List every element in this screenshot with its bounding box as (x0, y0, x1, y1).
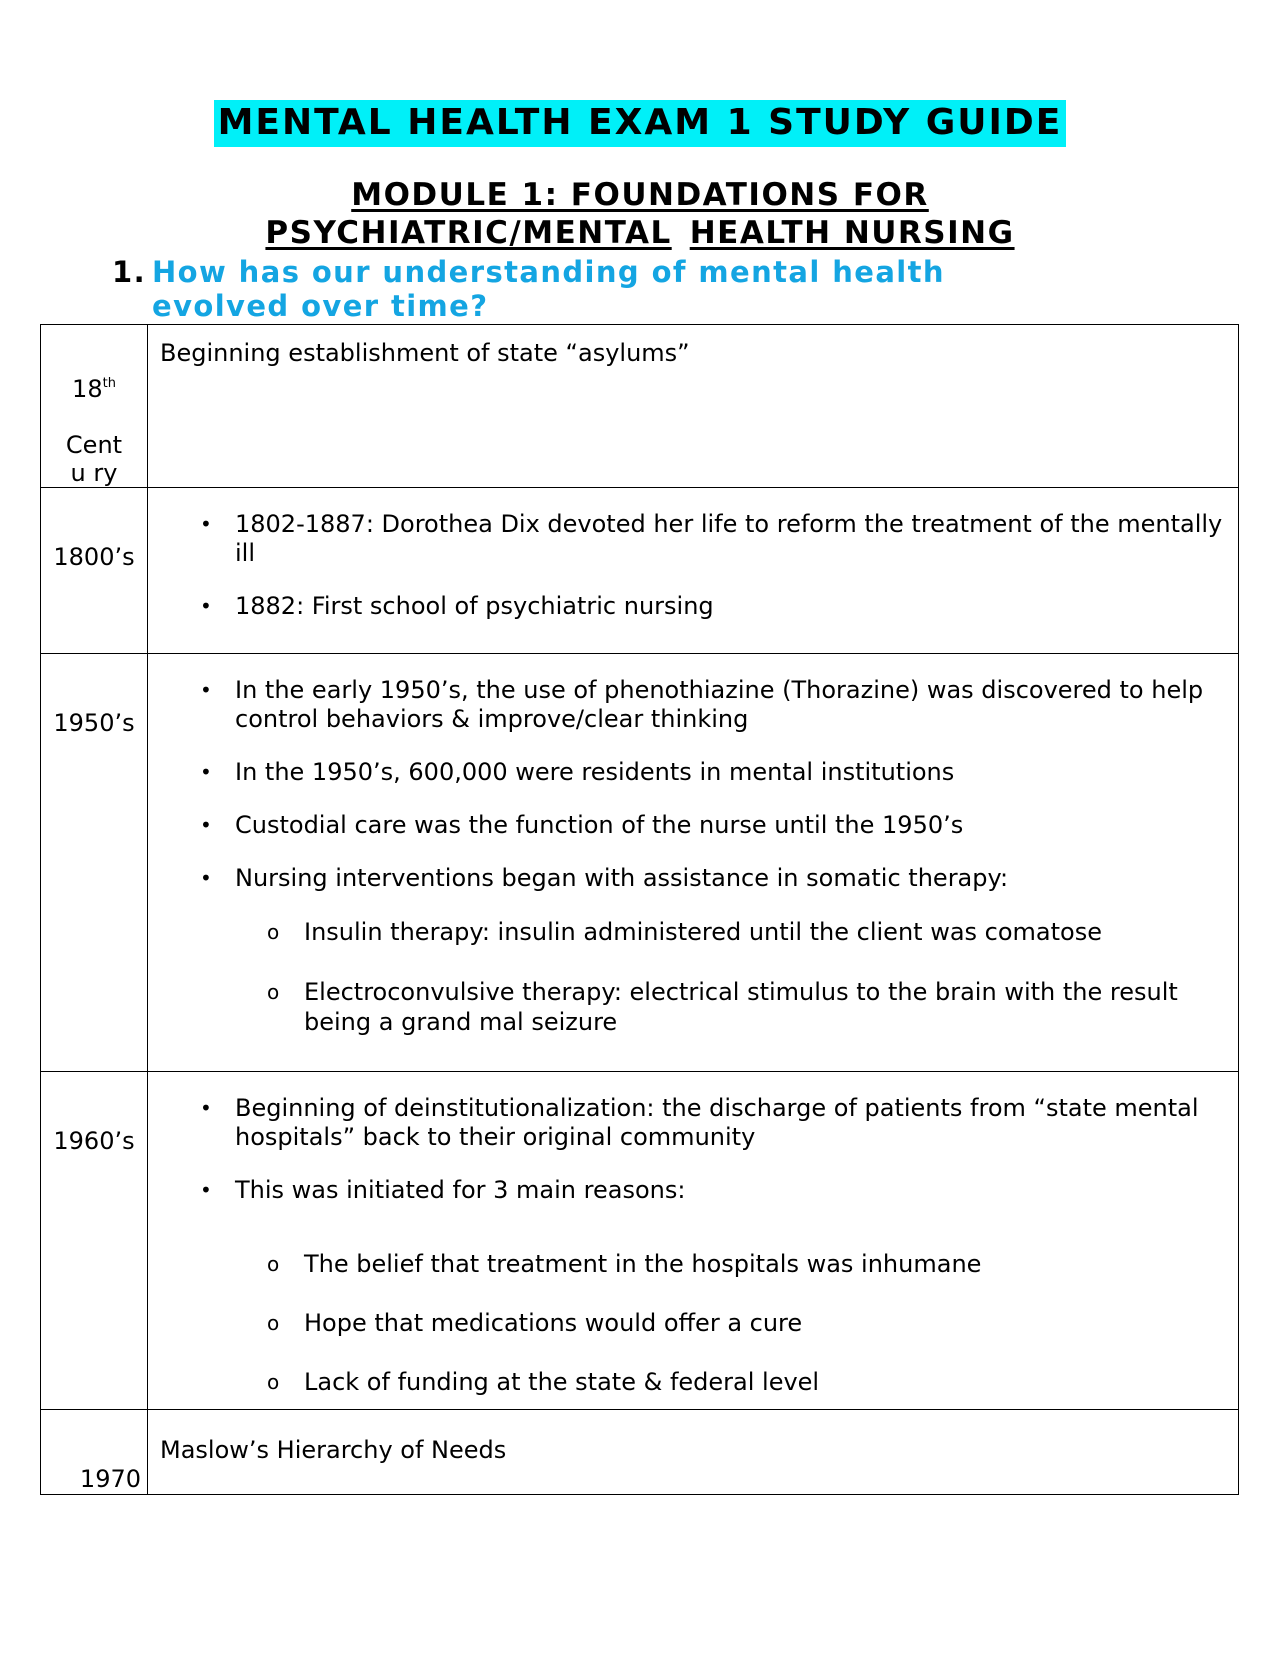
list-item-text: Custodial care was the function of the nurse until the 1950’s (235, 811, 964, 839)
sub-list-item-text: Lack of funding at the state & federal level (304, 1368, 820, 1396)
sub-bullet-icon: o (267, 980, 280, 1004)
table-row (41, 325, 1239, 488)
list-item-text: 1882: First school of psychiatric nursing (235, 592, 714, 620)
sub-bullet-block-1950s (267, 917, 1227, 1037)
era-superscript: th (102, 376, 116, 391)
module-heading-line-2 (0, 214, 1280, 252)
bullet-icon: • (200, 866, 212, 890)
bullet-icon: • (200, 594, 212, 618)
content-text: Beginning establishment of state “asylums” (160, 339, 690, 367)
list-item-text: 1802-1887: Dorothea Dix devoted her life to reform the treatment of the mentally ill (235, 510, 1223, 567)
content-cell (148, 1410, 1239, 1495)
era-cell (41, 325, 148, 488)
list-item (160, 592, 1224, 621)
sub-list-item (267, 917, 1227, 947)
list-item-text: Beginning of deinstitutionalization: the discharge of patients from “state mental hospitals” back to their original community (235, 1094, 1199, 1151)
bullet-list (160, 1094, 1224, 1205)
era-cell (41, 488, 148, 654)
sub-bullet-icon: o (267, 1252, 280, 1276)
sub-list-item-text: Hope that medications would offer a cure (304, 1309, 803, 1337)
era-label: 1970 (79, 1465, 141, 1493)
sub-bullet-block-1960s (267, 1249, 1227, 1397)
bullet-icon: • (200, 1096, 212, 1120)
sub-list-item-text: The belief that treatment in the hospitals was inhumane (304, 1250, 982, 1278)
module-heading-part-a: PSYCHIATRIC/MENTAL (265, 215, 672, 251)
list-item (160, 1176, 1224, 1205)
document-title-text: MENTAL HEALTH EXAM 1 STUDY GUIDE (214, 100, 1067, 147)
sub-bullet-icon: o (267, 1311, 280, 1335)
module-heading-part-b: HEALTH NURSING (689, 215, 1015, 251)
era-label: 1960’s (53, 1127, 135, 1155)
list-item-text: In the 1950’s, 600,000 were residents in mental institutions (235, 758, 955, 786)
bullet-icon: • (200, 760, 212, 784)
question-text: How has our understanding of mental health evolved over time? (152, 255, 945, 323)
list-item-text: Nursing interventions began with assistance in somatic therapy: (235, 864, 1009, 892)
table-row (41, 488, 1239, 654)
document-title (0, 102, 1280, 144)
list-item-text: In the early 1950’s, the use of phenothiazine (Thorazine) was discovered to help control behaviors & improve/clear thinking (235, 676, 1204, 733)
sub-bullet-icon: o (267, 920, 280, 944)
sub-list-item (267, 1308, 1227, 1338)
list-item (160, 811, 1224, 840)
era-cell (41, 1072, 148, 1410)
era-cell (41, 654, 148, 1072)
content-cell (148, 325, 1239, 488)
bullet-list (160, 510, 1224, 621)
question-heading (112, 255, 1072, 323)
sub-list-item-text: Insulin therapy: insulin administered until the client was comatose (304, 918, 1102, 946)
list-item (160, 676, 1224, 734)
content-text: Maslow’s Hierarchy of Needs (160, 1436, 507, 1464)
content-cell (148, 488, 1239, 654)
bullet-list (160, 676, 1224, 893)
list-item (160, 1094, 1224, 1152)
era-cell (41, 1410, 148, 1495)
era-label: Cent u ry (65, 431, 123, 487)
list-item-text: This was initiated for 3 main reasons: (235, 1176, 686, 1204)
bullet-icon: • (200, 1178, 212, 1202)
table-row (41, 1410, 1239, 1495)
era-label: 1800’s (53, 543, 135, 571)
sub-list-item-text: Electroconvulsive therapy: electrical stimulus to the brain with the result being a grand mal seizure (304, 978, 1178, 1036)
list-item (160, 758, 1224, 787)
module-heading-line-1: MODULE 1: FOUNDATIONS FOR (351, 177, 929, 213)
list-item (160, 510, 1224, 568)
sub-list-item (267, 977, 1227, 1037)
module-heading (0, 176, 1280, 252)
sub-list-item (267, 1367, 1227, 1397)
question-number: 1. (112, 255, 146, 289)
era-number: 18 (72, 375, 103, 403)
list-item (160, 864, 1224, 893)
bullet-icon: • (200, 678, 212, 702)
era-label: 1950’s (53, 709, 135, 737)
sub-list-item (267, 1249, 1227, 1279)
bullet-icon: • (200, 813, 212, 837)
sub-bullet-icon: o (267, 1370, 280, 1394)
bullet-icon: • (200, 512, 212, 536)
